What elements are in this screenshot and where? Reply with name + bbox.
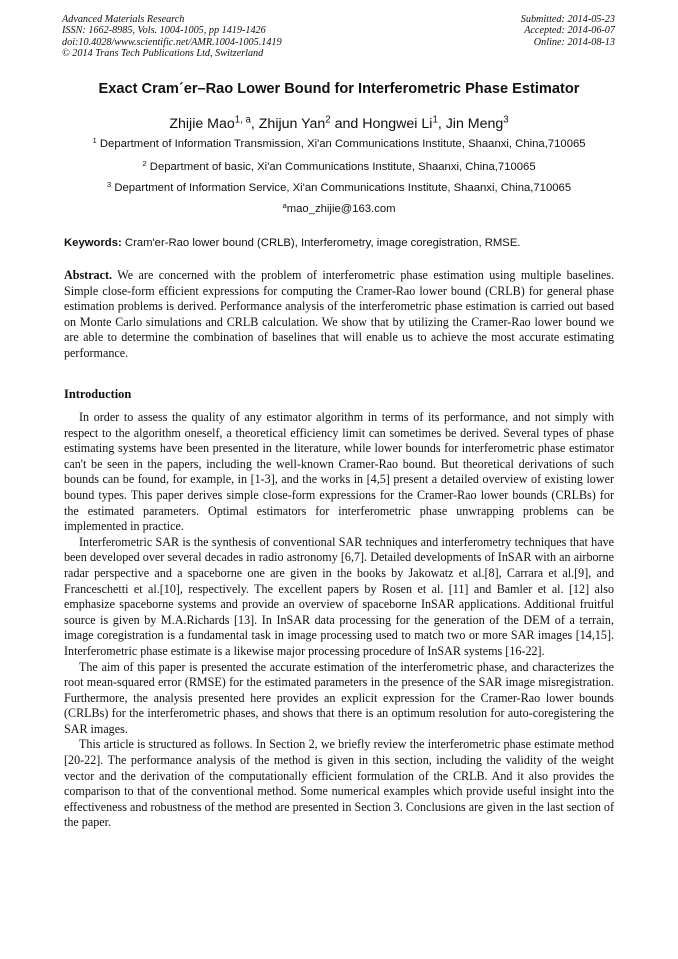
author-list	[0, 116, 678, 132]
journal-header-right	[521, 14, 615, 48]
abstract	[64, 268, 614, 362]
abstract-text: We are concerned with the problem of interferometric phase estimation using multiple baselines. Simple close-form efficient expressions for computing the Cramer-Rao lower bound (CRLB) for general phase estimation problems is derived. Performance analysis of the interferometric phase estimation is carried out based on Monte Carlo simulations and CRLB calculation. We show that by utilizing the Cramer-Rao lower bound we are able to determine the combination of baselines that will enable us to achieve the most accurate estimating performance.	[64, 268, 614, 360]
abstract-label: Abstract.	[64, 268, 113, 282]
affiliation	[0, 179, 678, 194]
author-name: Jin Meng	[445, 116, 504, 132]
author-email	[0, 200, 678, 215]
author-affiliation-mark: 3	[503, 114, 509, 126]
doi-line: doi:10.4028/www.scientific.net/AMR.1004-1005.1419	[62, 36, 282, 48]
author-affiliation-mark: 1	[432, 114, 438, 126]
affiliation-text: Department of basic, Xi'an Communications Institute, Shaanxi, China,710065	[149, 161, 536, 173]
accepted-date: Accepted: 2014-06-07	[524, 25, 615, 37]
author-separator: ,	[437, 116, 446, 132]
email-mark: a	[282, 200, 287, 210]
body-paragraph: The aim of this paper is presented the accurate estimation of the interferometric phase, and characterizes the root mean-squared error (RMSE) for the estimated parameters in the presence of the SAR image misregistration. Furthermore, the analysis presented here provides an explicit expression for the Cramer-Rao lower bounds (CRLBs) for the interferometric phases, and shows that there is an optimum resolution for auto-coregistering the SAR images.	[64, 659, 614, 736]
author-name: Zhijun Yan	[258, 116, 326, 132]
body-paragraph: In order to assess the quality of any estimator algorithm in terms of its performance, and not simply with respect to the algorithm oneself, a theoretical efficiency limit can sometimes be derived. Several types of phase estimating systems have been presented in the literature, while lower bounds for interferometric phase estimator can't be seen in the papers, including the well-known Cramer-Rao bound. But theoretical derivations of such bounds can be found, for example, in [1-3], and the works in [4,5] present a detailed overview of existing lower bound types. This paper derives simple close-form expressions for the Cramer-Rao lower bounds (CRLBs) for the estimated parameters. Optimal estimators for interferometric phase unwrapping problems can be implemented in practice.	[64, 410, 614, 534]
affiliation-mark: 3	[106, 179, 112, 189]
affiliation-text: Department of Information Service, Xi'an Communications Institute, Shaanxi, China,710065	[114, 182, 572, 194]
author-name: Hongwei Li	[362, 116, 433, 132]
author-separator: and	[330, 116, 363, 132]
affiliation-mark: 2	[142, 158, 147, 168]
author-name: Zhijie Mao	[169, 116, 235, 132]
body-paragraph: This article is structured as follows. In Section 2, we briefly review the interferometric phase estimate method [20-22]. The performance analysis of the method is given in this section, including the validity of the weight vector and the derivation of the computationally efficient formulation of the CRLB. And it also provides the comparison to that of the conventional method. Some numerical examples which provide useful insight into the effectiveness and robustness of the method are presented in Section 3. Conclusions are given in the last section of the paper.	[64, 737, 614, 830]
keywords-text: Cram'er-Rao lower bound (CRLB), Interferometry, image coregistration, RMSE.	[124, 237, 521, 249]
copyright-line: © 2014 Trans Tech Publications Ltd, Switzerland	[62, 47, 264, 59]
journal-name: Advanced Materials Research	[62, 14, 185, 25]
author-affiliation-mark: 1, a	[234, 114, 251, 126]
online-date: Online: 2014-08-13	[533, 36, 615, 48]
section-heading-introduction: Introduction	[64, 387, 132, 401]
issn-line: ISSN: 1662-8985, Vols. 1004-1005, pp 1419-1426	[62, 25, 266, 37]
keywords-label: Keywords:	[64, 237, 122, 249]
affiliation-text: Department of Information Transmission, Xi'an Communications Institute, Shaanxi, China,710065	[99, 138, 586, 150]
keywords	[64, 237, 521, 249]
affiliation-mark: 1	[92, 135, 97, 145]
affiliation	[0, 158, 678, 173]
affiliation	[0, 135, 678, 150]
author-affiliation-mark: 2	[325, 114, 331, 126]
author-separator: ,	[250, 116, 259, 132]
email-address: mao_zhijie@163.com	[286, 203, 396, 215]
paper-title: Exact Cram´er–Rao Lower Bound for Interferometric Phase Estimator	[98, 81, 580, 97]
submitted-date: Submitted: 2014-05-23	[520, 14, 615, 25]
introduction-body	[64, 410, 614, 831]
journal-header-left	[62, 14, 282, 59]
body-paragraph: Interferometric SAR is the synthesis of conventional SAR techniques and interferometry techniques that have been developed over several decades in radio astronomy [6,7]. Detailed developments of InSAR with an airborne radar perspective and a spaceborne one are given in the books by Jakowatz et al.[8], Carrara et al.[9], and Franceschetti et al.[10], respectively. The excellent papers by Rosen et al. [11] and Bamler et al. [12] also emphasize spaceborne systems and provide an overview of spaceborne InSAR applications. Additional fruitful source is given by M.A.Richards [13]. In InSAR data processing for the generation of the DEM of a terrain, image coregistration is a fundamental task in image processing used to match two or more SAR images [14,15]. Interferometric phase estimate is a likewise major processing procedure of InSAR systems [16-22].	[64, 534, 614, 658]
